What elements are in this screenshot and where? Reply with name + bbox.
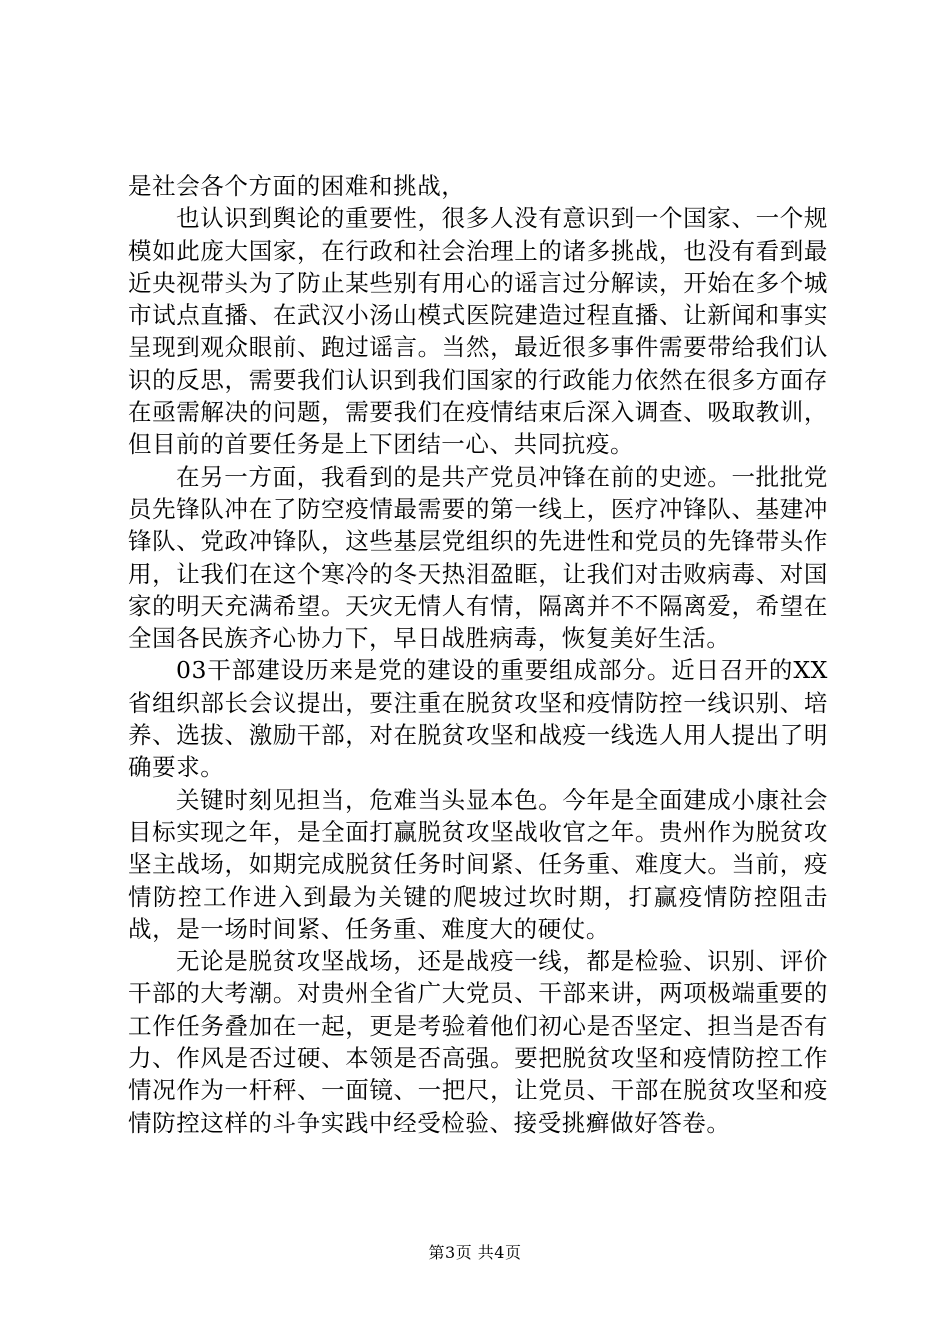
- document-body: [128, 170, 828, 1139]
- paragraph-1: 是社会各个方面的困难和挑战，: [128, 172, 466, 200]
- paragraph-6: 无论是脱贫攻坚战场，还是战疫一线，都是检验、识别、评价干部的大考潮。对贵州全省广大党员、干部来讲，两项极端重要的工作任务叠加在一起，更是考验着他们初心是否坚定、担当是否有力、作风是否过硬、本领是否高强。要把脱贫攻坚和疫情防控工作情况作为一杆秤、一面镜、一把尺，让党员、干部在脱贫攻坚和疫情防控这样的斗争实践中经受检验、接受挑癣做好答卷。: [128, 947, 828, 1137]
- paragraph-5: 关键时刻见担当，危难当头显本色。今年是全面建成小康社会目标实现之年，是全面打赢脱贫攻坚战收官之年。贵州作为脱贫攻坚主战场，如期完成脱贫任务时间紧、任务重、难度大。当前，疫情防控工作进入到最为关键的爬坡过坎时期，打赢疫情防控阻击战，是一场时间紧、任务重、难度大的硬仗。: [128, 785, 828, 943]
- paragraph-2: 也认识到舆论的重要性，很多人没有意识到一个国家、一个规模如此庞大国家，在行政和社会治理上的诸多挑战，也没有看到最近央视带头为了防止某些别有用心的谣言过分解读，开始在多个城市试点直播、在武汉小汤山模式医院建造过程直播、让新闻和事实呈现到观众眼前、跑过谣言。当然，最近很多事件需要带给我们认识的反思，需要我们认识到我们国家的行政能力依然在很多方面存在亟需解决的问题，需要我们在疫情结束后深入调查、吸取教训，但目前的首要任务是上下团结一心、共同抗疫。: [128, 204, 828, 459]
- paragraph-3: 在另一方面，我看到的是共产党员冲锋在前的史迹。一批批党员先锋队冲在了防空疫情最需要的第一线上，医疗冲锋队、基建冲锋队、党政冲锋队，这些基层党组织的先进性和党员的先锋带头作用，让我们在这个寒冷的冬天热泪盈眶，让我们对击败病毒、对国家的明天充满希望。天灾无情人有情，隔离并不不隔离爱，希望在全国各民族齐心协力下，早日战胜病毒，恢复美好生活。: [128, 462, 828, 653]
- paragraph-4: 03干部建设历来是党的建设的重要组成部分。近日召开的XX省组织部长会议提出，要注重在脱贫攻坚和疫情防控一线识别、培养、选拔、激励干部，对在脱贫攻坚和战疫一线选人用人提出了明确要求。: [128, 656, 828, 782]
- page-footer: 第3页 共4页: [428, 1243, 522, 1262]
